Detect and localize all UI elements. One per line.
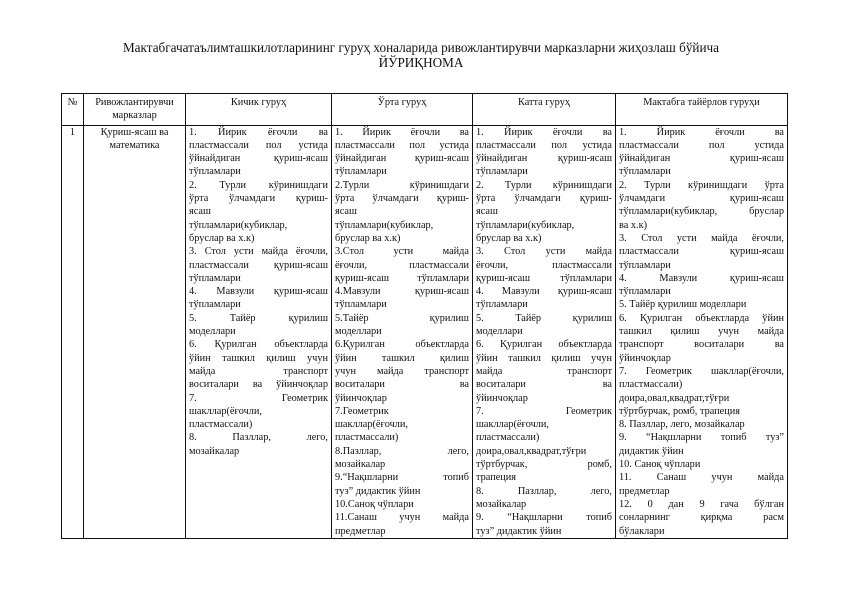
cell-text-line: 8. Пазллар, лего, мозайкалар: [619, 419, 745, 431]
cell-text-line: предметлар: [619, 485, 670, 497]
cell-text-line: воситалари ва: [335, 379, 469, 391]
table-header-row: [62, 94, 788, 126]
cell-text-line: 8. Пазллар, лего,: [189, 432, 328, 444]
cell-text-line: шакллар(ёғочли,: [476, 419, 550, 431]
cell-text-line: ўйинчоқлар: [476, 392, 528, 404]
cell-text-line: 9. “Нақшларни топиб туз”: [619, 432, 784, 444]
cell-text-line: 5. Тайёр қурилиш: [189, 312, 328, 324]
cell-text-line: 10.Саноқ чўплари: [335, 498, 414, 510]
header-number: №: [62, 94, 84, 126]
cell-text-line: бўлаклари: [619, 525, 665, 537]
cell-text-line: трапеция: [476, 472, 517, 484]
cell-text-line: 6. Қурилган объектларда: [476, 339, 612, 351]
cell-text-line: ўрта ўлчамдаги қуриш-: [476, 193, 612, 205]
cell-text-line: 5.Тайёр қурилиш: [335, 312, 469, 324]
cell-text-line: мозайкалар: [476, 498, 527, 510]
cell-text-line: ўйин ташкил қилиш: [335, 352, 469, 364]
document-subtitle: ЙЎРИҚНОМА: [378, 55, 464, 70]
cell-text-line: 11.Санаш учун майда: [335, 512, 469, 524]
header-small-group: Кичик гуруҳ: [186, 94, 332, 126]
cell-text-line: ўйинчоқлар: [335, 392, 387, 404]
cell-text-line: шакллар(ёғочли,: [335, 419, 409, 431]
cell-text-line: доира,овал,квадрат,тўғри: [619, 392, 730, 404]
cell-text-line: ясаш: [476, 206, 498, 218]
cell-text-line: 2. Турли кўринишдаги: [476, 179, 612, 191]
cell-text-line: 2. Турли кўринишдаги: [189, 179, 328, 191]
cell-text-line: пластмассали қуриш-ясаш: [189, 259, 328, 271]
cell-text-line: дидактик ўйин: [619, 445, 684, 457]
cell-text-line: тўртбурчак, ромб,: [476, 459, 612, 471]
cell-text-line: ўйнайдиган қуриш-ясаш: [189, 153, 328, 165]
cell-text-line: 3. Стол усти майда ёғочли,: [619, 232, 784, 244]
cell-text-line: шакллар(ёғочли,: [189, 405, 263, 417]
cell-text-line: 6.Қурилган объектларда: [335, 339, 469, 351]
cell-text-line: 2.Турли кўринишдаги: [335, 179, 469, 191]
cell-text-line: 3. Стол усти майда ёғочли,: [189, 246, 328, 258]
cell-text-line: тўпламлари(кубиклар,: [189, 219, 288, 231]
cell-text-line: пластмассали пол устида: [335, 139, 469, 151]
cell-text-line: майда транспорт: [476, 365, 612, 377]
cell-text-line: туз” дидактик ўйин: [335, 485, 421, 497]
cell-text-line: 11. Санаш учун майда: [619, 472, 784, 484]
table-row: [62, 125, 788, 538]
cell-text-line: ёғочли, пластмассали: [335, 259, 469, 271]
cell-text-line: 3.Стол усти майда: [335, 246, 469, 258]
cell-text-line: 4. Мавзули қуриш-ясаш: [189, 286, 328, 298]
middle-group-items: [332, 125, 473, 538]
cell-text-line: пластмассали пол устида: [619, 139, 784, 151]
cell-text-line: 1. Йирик ёғочли ва: [189, 126, 328, 138]
cell-text-line: моделлари: [189, 326, 236, 338]
cell-text-line: ўйнайдиган қуриш-ясаш: [335, 153, 469, 165]
cell-text-line: 7.Геометрик: [335, 405, 389, 417]
cell-text-line: бруслар ва х.к): [189, 232, 255, 244]
cell-text-line: 7. Геометрик: [476, 405, 612, 417]
small-group-items: [186, 125, 332, 538]
cell-text-line: тўпламлари(кубиклар, бруслар: [619, 206, 784, 218]
cell-text-line: 6. Қурилган объектларда: [189, 339, 328, 351]
cell-text-line: тўпламлари(кубиклар,: [335, 219, 434, 231]
cell-text-line: пластмассали): [619, 379, 683, 391]
cell-text-line: қуриш-ясаш тўпламлари: [476, 272, 612, 284]
cell-text-line: тўпламлари: [619, 259, 671, 271]
cell-text-line: пластмассали): [189, 419, 253, 431]
cell-text-line: 3. Стол усти майда: [476, 246, 612, 258]
cell-text-line: 6. Қурилган объектларда ўйин: [619, 312, 784, 324]
cell-text-line: ўрта ўлчамдаги қуриш-: [335, 193, 469, 205]
cell-text-line: бруслар ва х.к): [476, 232, 542, 244]
cell-text-line: мозайкалар: [335, 459, 386, 471]
cell-text-line: доира,овал,квадрат,тўғри: [476, 445, 587, 457]
senior-group-items: [473, 125, 616, 538]
header-prep-group: Мактабга тайёрлов гуруҳи: [616, 94, 788, 126]
cell-text-line: ўйин ташкил қилиш учун: [189, 352, 328, 364]
cell-text-line: тўпламлари: [189, 166, 241, 178]
cell-text-line: тўпламлари: [335, 299, 387, 311]
cell-text-line: 5. Тайёр қурилиш: [476, 312, 612, 324]
cell-text-line: тўпламлари: [619, 166, 671, 178]
cell-text-line: 1. Йирик ёғочли ва: [619, 126, 784, 138]
cell-text-line: ясаш: [335, 206, 357, 218]
cell-text-line: ёғочли, пластмассали: [476, 259, 612, 271]
cell-text-line: 4. Мавзули қуриш-ясаш: [476, 286, 612, 298]
cell-text-line: ўйнайдиган қуриш-ясаш: [476, 153, 612, 165]
cell-text-line: пластмассали пол устида: [189, 139, 328, 151]
cell-text-line: предметлар: [335, 525, 386, 537]
cell-text-line: пластмассали): [476, 432, 540, 444]
cell-text-line: тўпламлари(кубиклар,: [476, 219, 575, 231]
cell-text-line: тўртбурчак, ромб, трапеция: [619, 405, 740, 417]
cell-text-line: бруслар ва х.к): [335, 232, 401, 244]
cell-text-line: тўпламлари: [335, 166, 387, 178]
cell-text-line: ўлчамдаги қуриш-ясаш: [619, 193, 784, 205]
cell-text-line: 9.“Нақшларни топиб: [335, 472, 469, 484]
cell-text-line: 8. Пазллар, лего,: [476, 485, 612, 497]
cell-text-line: тўпламлари: [619, 286, 671, 298]
cell-text-line: пластмассали пол устида: [476, 139, 612, 151]
document-title: Мактабгачатаълимташкилотларининг гуруҳ хоналарида ривожлантирувчи марказларни жиҳозлаш бўйича: [122, 40, 720, 55]
cell-text-line: ва х.к): [619, 219, 648, 231]
cell-text-line: тўпламлари: [189, 299, 241, 311]
cell-text-line: пластмассали қуриш-ясаш: [619, 246, 784, 258]
cell-text-line: 9. “Нақшларни топиб: [476, 512, 612, 524]
cell-text-line: воситалари ва ўйинчоқлар: [189, 379, 328, 391]
cell-text-line: транспорт воситалари ва: [619, 339, 784, 351]
cell-text-line: 8.Пазллар, лего,: [335, 445, 469, 457]
cell-text-line: ўйин ташкил қилиш учун: [476, 352, 612, 364]
cell-text-line: 7. Геометрик: [189, 392, 328, 404]
cell-text-line: ўйинчоқлар: [619, 352, 671, 364]
prep-group-items: [616, 125, 788, 538]
cell-text-line: 4. Мавзули қуриш-ясаш: [619, 272, 784, 284]
cell-text-line: тўпламлари: [189, 272, 241, 284]
cell-text-line: тўпламлари: [476, 166, 528, 178]
cell-text-line: туз” дидактик ўйин: [476, 525, 562, 537]
cell-text-line: моделлари: [335, 326, 382, 338]
cell-text-line: 1. Йирик ёғочли ва: [476, 126, 612, 138]
cell-text-line: 10. Саноқ чўплари: [619, 459, 701, 471]
cell-text-line: 5. Тайёр қурилиш моделлари: [619, 299, 747, 311]
cell-text-line: 12. 0 дан 9 гача бўлган: [619, 498, 784, 510]
row-number: 1: [62, 125, 84, 538]
cell-text-line: ўйнайдиган қуриш-ясаш: [619, 153, 784, 165]
row-center-name: Қуриш-ясаш ва математика: [84, 125, 186, 538]
cell-text-line: пластмассали): [335, 432, 399, 444]
cell-text-line: сонларнинг қирқма расм: [619, 512, 784, 524]
cell-text-line: 7. Геометрик шакллар(ёғочли,: [619, 365, 784, 377]
cell-text-line: 4.Мавзули қуриш-ясаш: [335, 286, 469, 298]
cell-text-line: қуриш-ясаш тўпламлари: [335, 272, 469, 284]
centers-table: [61, 93, 788, 539]
cell-text-line: учун майда транспорт: [335, 365, 469, 377]
cell-text-line: ўрта ўлчамдаги қуриш-: [189, 193, 328, 205]
cell-text-line: майда транспорт: [189, 365, 328, 377]
cell-text-line: мозайкалар: [189, 445, 240, 457]
cell-text-line: ясаш: [189, 206, 211, 218]
cell-text-line: воситалари ва: [476, 379, 612, 391]
header-middle-group: Ўрта гуруҳ: [332, 94, 473, 126]
header-centers: Ривожлантирувчи марказлар: [84, 94, 186, 126]
cell-text-line: моделлари: [476, 326, 523, 338]
header-senior-group: Катта гуруҳ: [473, 94, 616, 126]
cell-text-line: ташкил қилиш учун майда: [619, 326, 784, 338]
cell-text-line: 2. Турли кўринишдаги ўрта: [619, 179, 784, 191]
cell-text-line: тўпламлари: [476, 299, 528, 311]
cell-text-line: 1. Йирик ёғочли ва: [335, 126, 469, 138]
